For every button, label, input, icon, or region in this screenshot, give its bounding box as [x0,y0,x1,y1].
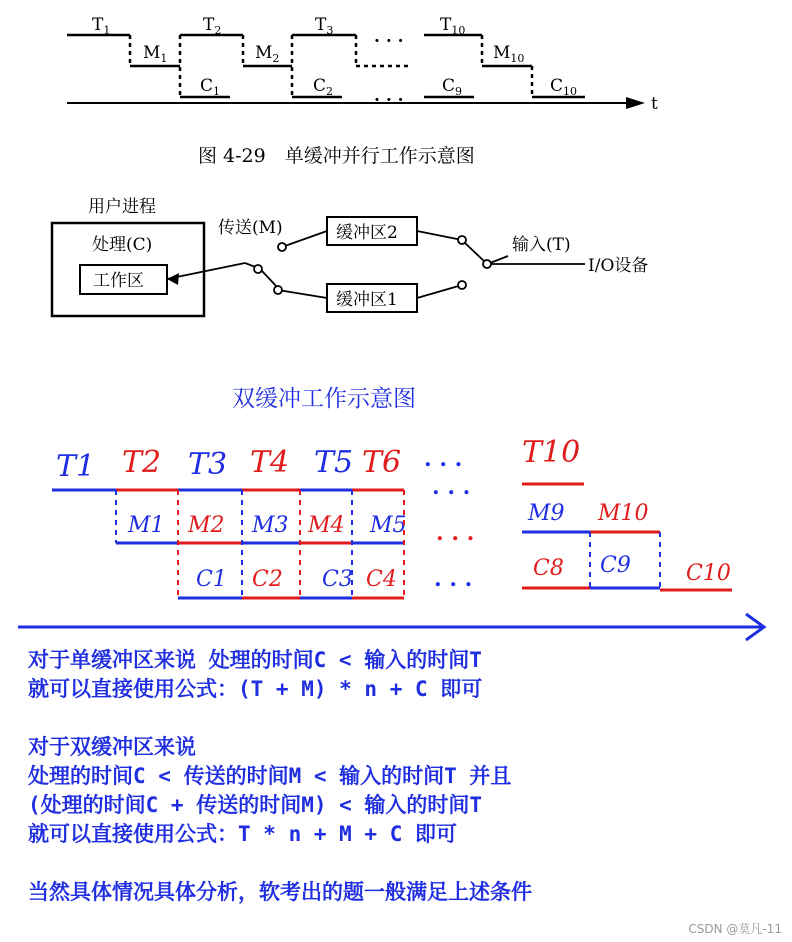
hw-label-c10: C10 [686,561,731,586]
note-line: 对于单缓冲区来说 处理的时间C < 输入的时间T [28,648,482,672]
svg-text:. . .: . . . [432,474,471,500]
svg-text:. . .: . . . [436,520,475,546]
note-line: 就可以直接使用公式：T * n + M + C 即可 [28,822,458,846]
user-process-label: 用户进程 [88,197,156,217]
hw-label-t6: T6 [362,445,402,480]
axis-t-label: t [651,94,658,114]
label-c9: $C_9$ [442,76,463,98]
switch-node [254,265,262,273]
note-line: 处理的时间C < 传送的时间M < 输入的时间T 并且 [28,764,512,788]
hw-label-m1: M1 [128,513,165,538]
note-line: (处理的时间C + 传送的时间M) < 输入的时间T [28,793,483,817]
double-buffer-structure [52,197,648,316]
svg-text:. . .: . . . [434,566,473,592]
hw-label-c3: C3 [322,567,353,592]
hw-label-m3: M3 [252,513,289,538]
io-device-label: I/O设备 [588,256,649,276]
hw-label-m2: M2 [188,513,225,538]
switch-node [274,286,282,294]
hw-label-m9: M9 [528,501,565,526]
handwritten-time-arrow [18,614,764,640]
ellipsis-top: . . . [374,27,404,47]
label-c10: $C_{10}$ [550,76,578,98]
hw-label-t3: T3 [188,447,228,482]
switch-node [458,281,466,289]
handwritten-t-labels [56,435,580,484]
label-m2: $M_2$ [255,43,280,65]
buffer2-label: 缓冲区2 [336,223,398,243]
svg-text:. . .: . . . [424,446,463,472]
label-t3: $T_3$ [315,15,334,37]
watermark: CSDN @莫凡-11 [688,922,782,936]
label-m10: $M_{10}$ [493,43,525,65]
process-c-label: 处理(C) [92,235,153,255]
handwritten-ellipses [424,446,474,592]
note-spacer [28,849,778,878]
hw-label-c9: C9 [600,553,631,578]
input-t-label: 输入(T) [512,235,571,255]
note-line: 对于双缓冲区来说 [28,735,196,759]
hw-label-c2: C2 [252,567,283,592]
label-t1: $T_1$ [92,15,111,37]
transfer-m-label: 传送(M) [218,218,283,238]
hw-label-t5: T5 [314,445,354,480]
hw-label-c1: C1 [196,567,227,592]
switch-node [458,236,466,244]
hw-label-c8: C8 [533,556,564,581]
switch-node [278,243,286,251]
label-m1: $M_1$ [143,43,168,65]
label-t10: $T_{10}$ [440,15,466,37]
hw-label-t2: T2 [122,445,162,480]
note-line: 就可以直接使用公式：(T + M) * n + C 即可 [28,677,483,701]
single-buffer-labels [92,15,577,106]
arrow-to-work-area [167,273,179,285]
work-area-label: 工作区 [93,271,144,291]
hw-label-c4: C4 [366,567,397,592]
hw-label-m10: M10 [598,501,649,526]
hw-label-m4: M4 [308,513,345,538]
buffer1-label: 缓冲区1 [336,290,398,310]
notes-block [28,646,778,907]
handwritten-title: 双缓冲工作示意图 [232,386,416,412]
figure-caption: 图 4-29 单缓冲并行工作示意图 [198,145,475,167]
hw-label-t4: T4 [250,445,290,480]
label-t2: $T_2$ [203,15,222,37]
switch-node [483,260,491,268]
label-c2: $C_2$ [313,76,334,98]
note-spacer [28,704,778,733]
hw-label-t10: T10 [522,435,581,470]
hw-label-m5: M5 [370,513,407,538]
note-line: 当然具体情况具体分析，软考出的题一般满足上述条件 [28,880,532,904]
ellipsis-bottom: . . . [374,86,404,106]
label-c1: $C_1$ [200,76,221,98]
hw-label-t1: T1 [56,449,96,484]
